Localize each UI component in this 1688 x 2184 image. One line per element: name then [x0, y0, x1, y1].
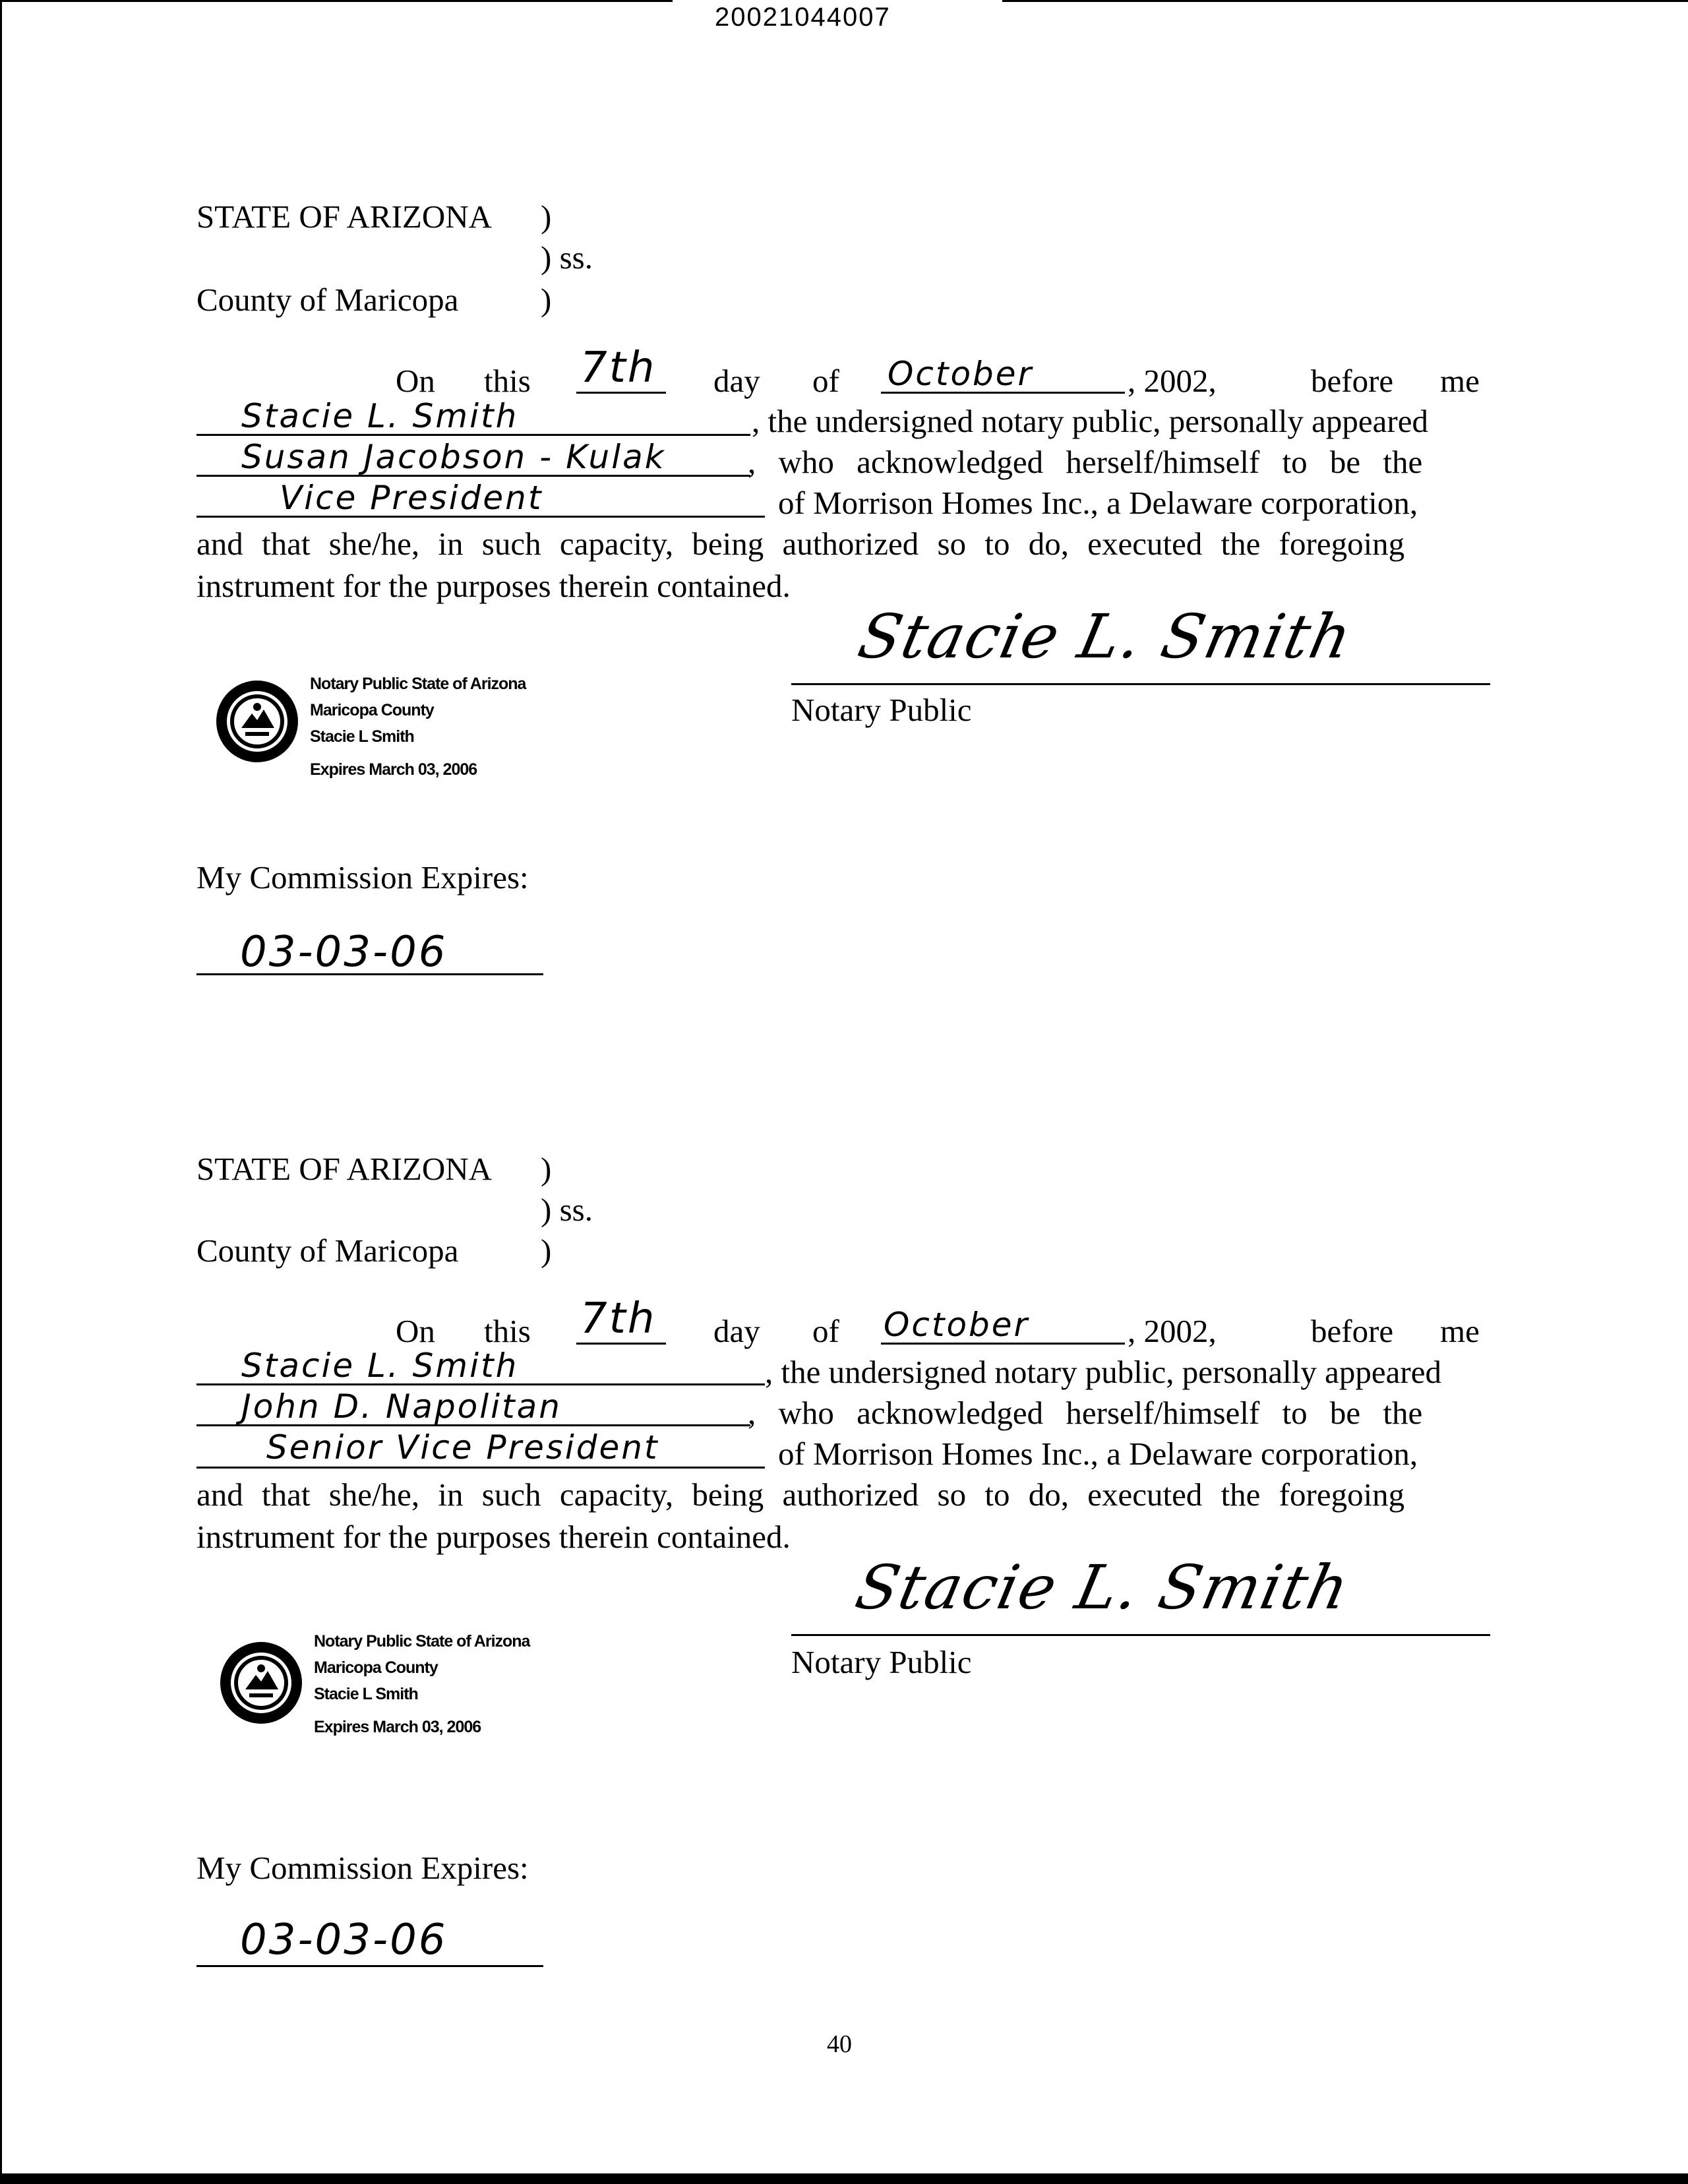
- state-line: STATE OF ARIZONA: [196, 198, 492, 235]
- this-word: this: [484, 1313, 531, 1349]
- county-paren: ): [541, 282, 552, 318]
- commission-label: My Commission Expires:: [196, 1850, 529, 1886]
- appeared-name-value: John D. Napolitan: [241, 1387, 562, 1426]
- before-word: before: [1311, 363, 1394, 399]
- of-word: of: [812, 363, 839, 399]
- state-paren: ): [541, 1151, 552, 1187]
- on-word: On: [396, 363, 435, 399]
- signature-line: [791, 683, 1490, 685]
- capacity-text: and that she/he, in such capacity, being authorized so to do, executed the foregoing: [196, 1476, 1405, 1513]
- title-value: Senior Vice President: [266, 1428, 659, 1467]
- this-word: this: [484, 363, 531, 399]
- day-value: 7th: [580, 344, 657, 392]
- signature-line: [791, 1634, 1490, 1636]
- state-paren: ): [541, 198, 552, 235]
- instrument-text: instrument for the purposes therein contained.: [196, 568, 791, 604]
- title-value: Vice President: [280, 479, 543, 517]
- appeared-name-value: Susan Jacobson - Kulak: [241, 438, 666, 476]
- month-value: October: [888, 355, 1034, 393]
- corp-text: of Morrison Homes Inc., a Delaware corporation,: [778, 1436, 1418, 1472]
- day-underline: [576, 1343, 666, 1345]
- instrument-text: instrument for the purposes therein contained.: [196, 1519, 791, 1555]
- title-underline: [196, 1467, 765, 1469]
- commission-underline: [196, 1965, 543, 1967]
- me-word: me: [1440, 1313, 1480, 1349]
- undersigned-text: , the undersigned notary public, personally appeared: [765, 1354, 1441, 1390]
- me-word: me: [1440, 363, 1480, 399]
- ss-label: ) ss.: [541, 239, 593, 276]
- left-page-edge: [0, 0, 2, 2184]
- before-word: before: [1311, 1313, 1394, 1349]
- notary-name-underline: [196, 434, 750, 436]
- notary-public-label: Notary Public: [791, 1644, 972, 1680]
- title-underline: [196, 516, 765, 518]
- acknowledged-text: , who acknowledged herself/himself to be the: [748, 1395, 1423, 1431]
- month-value: October: [884, 1306, 1030, 1344]
- year-text: , 2002,: [1128, 363, 1217, 399]
- seal-line-3: Stacie L Smith: [310, 727, 414, 746]
- day-word: day: [713, 363, 760, 399]
- notary-signature: Stacie L. Smith: [849, 1552, 1356, 1623]
- of-word: of: [812, 1313, 839, 1349]
- month-underline: [881, 1343, 1125, 1345]
- page-number: 40: [827, 2030, 852, 2058]
- county-line: County of Maricopa: [196, 1232, 459, 1269]
- arizona-seal-icon: [215, 679, 299, 764]
- commission-value: 03-03-06: [240, 1916, 448, 1964]
- commission-value: 03-03-06: [240, 928, 448, 977]
- state-line: STATE OF ARIZONA: [196, 1151, 492, 1187]
- notary-name-value: Stacie L. Smith: [241, 397, 519, 435]
- corp-text: of Morrison Homes Inc., a Delaware corporation,: [778, 485, 1418, 521]
- seal-line-1: Notary Public State of Arizona: [310, 675, 526, 693]
- acknowledged-text: , who acknowledged herself/himself to be the: [748, 444, 1423, 480]
- notary-name-underline: [196, 1383, 765, 1385]
- top-border-left: [0, 0, 673, 2]
- ss-label: ) ss.: [541, 1192, 593, 1228]
- arizona-seal-icon: [219, 1641, 303, 1725]
- seal-line-3: Stacie L Smith: [314, 1685, 418, 1703]
- top-border-right: [1002, 0, 1688, 2]
- bottom-border: [0, 2173, 1688, 2184]
- county-line: County of Maricopa: [196, 282, 459, 318]
- undersigned-text: , the undersigned notary public, personally appeared: [752, 403, 1428, 439]
- appeared-name-underline: [196, 475, 750, 477]
- commission-underline: [196, 973, 543, 975]
- seal-line-4: Expires March 03, 2006: [310, 760, 477, 779]
- notary-name-value: Stacie L. Smith: [241, 1347, 519, 1385]
- capacity-text: and that she/he, in such capacity, being authorized so to do, executed the foregoing: [196, 526, 1405, 562]
- on-word: On: [396, 1313, 435, 1349]
- seal-line-2: Maricopa County: [310, 701, 434, 719]
- commission-label: My Commission Expires:: [196, 859, 529, 895]
- seal-line-1: Notary Public State of Arizona: [314, 1632, 530, 1651]
- month-underline: [881, 392, 1125, 394]
- year-text: , 2002,: [1128, 1313, 1217, 1349]
- day-value: 7th: [580, 1294, 657, 1343]
- day-word: day: [713, 1313, 760, 1349]
- county-paren: ): [541, 1232, 552, 1269]
- day-underline: [576, 392, 666, 394]
- seal-line-2: Maricopa County: [314, 1658, 438, 1677]
- notary-public-label: Notary Public: [791, 692, 972, 728]
- document-number: 20021044007: [715, 3, 891, 32]
- appeared-name-underline: [196, 1424, 750, 1426]
- seal-line-4: Expires March 03, 2006: [314, 1718, 481, 1736]
- notary-signature: Stacie L. Smith: [852, 601, 1359, 672]
